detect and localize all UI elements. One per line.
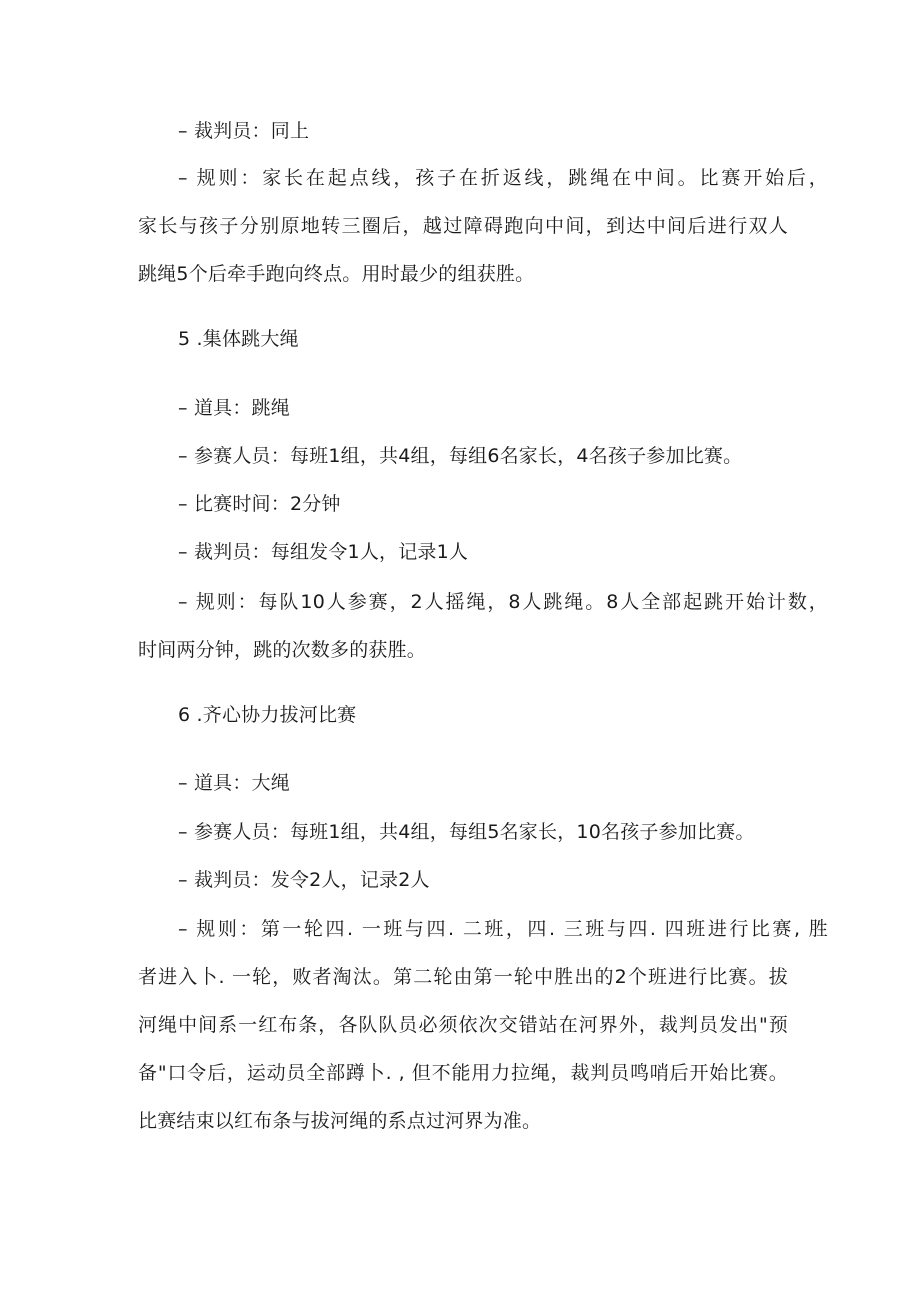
rules-line-6-start: – 规则：第一轮四. 一班与四. 二班，四. 三班与四. 四班进行比赛, 胜 [178, 918, 828, 940]
referee-line-6: – 裁判员：发令2人，记录2人 [178, 869, 430, 891]
referee-line-5: – 裁判员：每组发令1人，记录1人 [178, 541, 469, 563]
rules-line-6-cont-2: 河绳中间系一红布条，各队队员必须依次交错站在河界外，裁判员发出"预 [138, 1014, 788, 1036]
rules-line-4-cont-2: 跳绳5个后牵手跑向终点。用时最少的组获胜。 [138, 263, 535, 285]
time-line-5: – 比赛时间：2分钟 [178, 493, 341, 515]
participants-line-5: – 参赛人员：每班1组，共4组，每组6名家长，4名孩子参加比赛。 [178, 445, 743, 467]
rules-line-6-cont-1: 者进入卜. 一轮，败者淘汰。第二轮由第一轮中胜出的2个班进行比赛。拔 [138, 966, 788, 988]
rules-line-4-start: – 规则：家长在起点线，孩子在折返线，跳绳在中间。比赛开始后， [178, 167, 828, 189]
participants-line-6: – 参赛人员：每班1组，共4组，每组5名家长，10名孩子参加比赛。 [178, 821, 755, 843]
rules-line-6-cont-3: 备"口令后，运动员全部蹲卜. , 但不能用力拉绳，裁判员鸣哨后开始比赛。 [138, 1062, 788, 1084]
props-line-6: – 道具：大绳 [178, 772, 290, 794]
referee-line-4: – 裁判员：同上 [178, 120, 310, 142]
props-line-5: – 道具：跳绳 [178, 397, 290, 419]
section-6-heading: 6 .齐心协力拔河比赛 [178, 704, 357, 726]
section-5-heading: 5 .集体跳大绳 [178, 328, 299, 350]
rules-line-5-start: – 规则：每队10人参赛，2人摇绳，8人跳绳。8人全部起跳开始计数， [178, 591, 828, 613]
rules-line-4-cont-1: 家长与孩子分别原地转三圈后，越过障碍跑向中间，到达中间后进行双人 [138, 215, 788, 237]
rules-line-5-cont: 时间两分钟，跳的次数多的获胜。 [138, 639, 427, 661]
rules-line-6-cont-4: 比赛结束以红布条与拔河绳的系点过河界为准。 [138, 1110, 542, 1132]
